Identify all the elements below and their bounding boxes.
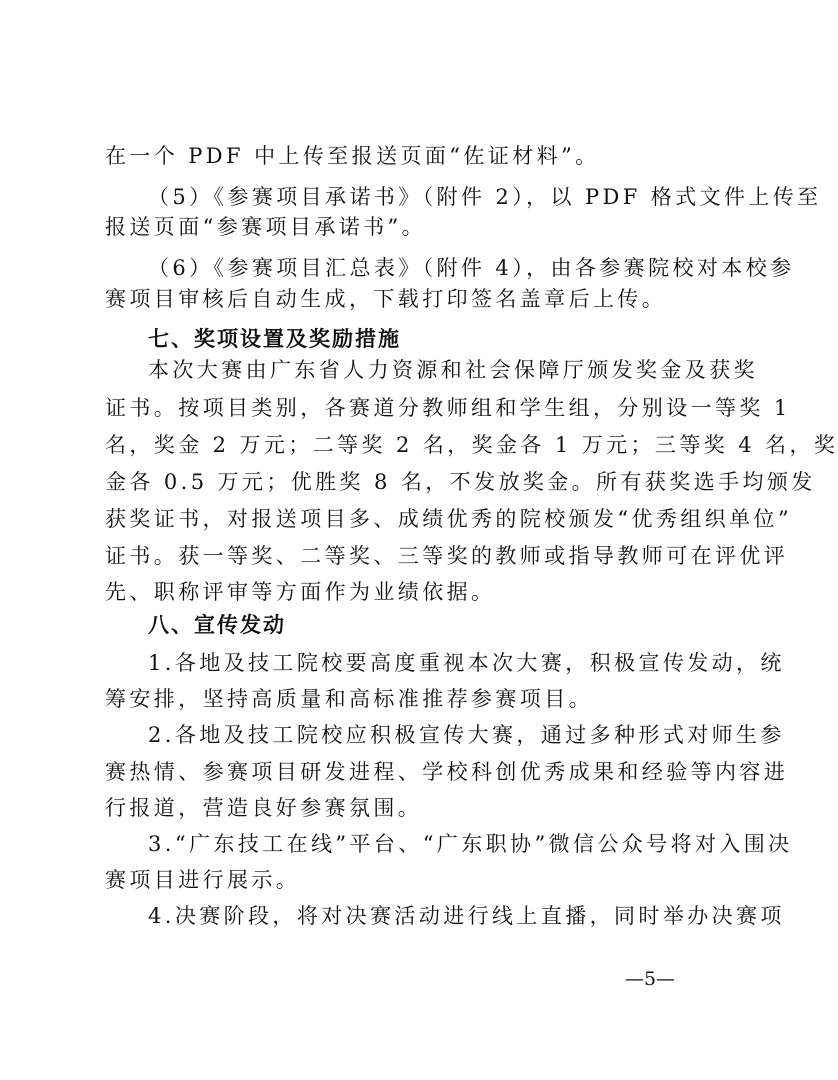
text-line: 先、职称评审等方面作为业绩依据。 [105, 580, 496, 604]
text-line: 获奖证书，对报送项目多、成绩优秀的院校颁发“优秀组织单位” [105, 507, 793, 531]
text-line: （5）《参赛项目承诺书》（附件 2），以 PDF 格式文件上传至 [148, 185, 822, 209]
text-line: （6）《参赛项目汇总表》（附件 4），由各参赛院校对本校参 [148, 256, 795, 280]
text-line: 证书。获一等奖、二等奖、三等奖的教师或指导教师可在评优评 [105, 544, 789, 568]
text-line: 在一个 PDF 中上传至报送页面“佐证材料”。 [105, 144, 600, 168]
text-line: 赛项目进行展示。 [105, 868, 301, 892]
text-line: 赛热情、参赛项目研发进程、学校科创优秀成果和经验等内容进 [105, 760, 789, 784]
text-line: 4.决赛阶段，将对决赛活动进行线上直播，同时举办决赛项 [148, 904, 785, 928]
text-line: 3.“广东技工在线”平台、“广东职协”微信公众号将对入围决 [148, 832, 793, 856]
text-line: 本次大赛由广东省人力资源和社会保障厅颁发奖金及获奖 [148, 358, 758, 382]
page-number: —5— [624, 968, 676, 990]
text-line: 行报道，营造良好参赛氛围。 [105, 796, 423, 820]
text-line: 2.各地及技工院校应积极宣传大赛，通过多种形式对师生参 [148, 723, 785, 747]
text-line: 赛项目审核后自动生成，下载打印签名盖章后上传。 [105, 287, 667, 311]
text-line: 报送页面“参赛项目承诺书”。 [105, 215, 427, 239]
text-line: 1.各地及技工院校要高度重视本次大赛，积极宣传发动，统 [148, 651, 785, 675]
section-heading: 八、宣传发动 [148, 613, 286, 637]
text-line: 筹安排，坚持高质量和高标准推荐参赛项目。 [105, 687, 593, 711]
text-line: 证书。按项目类别，各赛道分教师组和学生组，分别设一等奖 1 [105, 396, 791, 420]
section-heading: 七、奖项设置及奖励措施 [148, 327, 401, 351]
text-line: 金各 0.5 万元；优胜奖 8 名，不发放奖金。所有获奖选手均颁发 [105, 470, 816, 494]
text-line: 名，奖金 2 万元；二等奖 2 名，奖金各 1 万元；三等奖 4 名，奖 [105, 433, 838, 457]
